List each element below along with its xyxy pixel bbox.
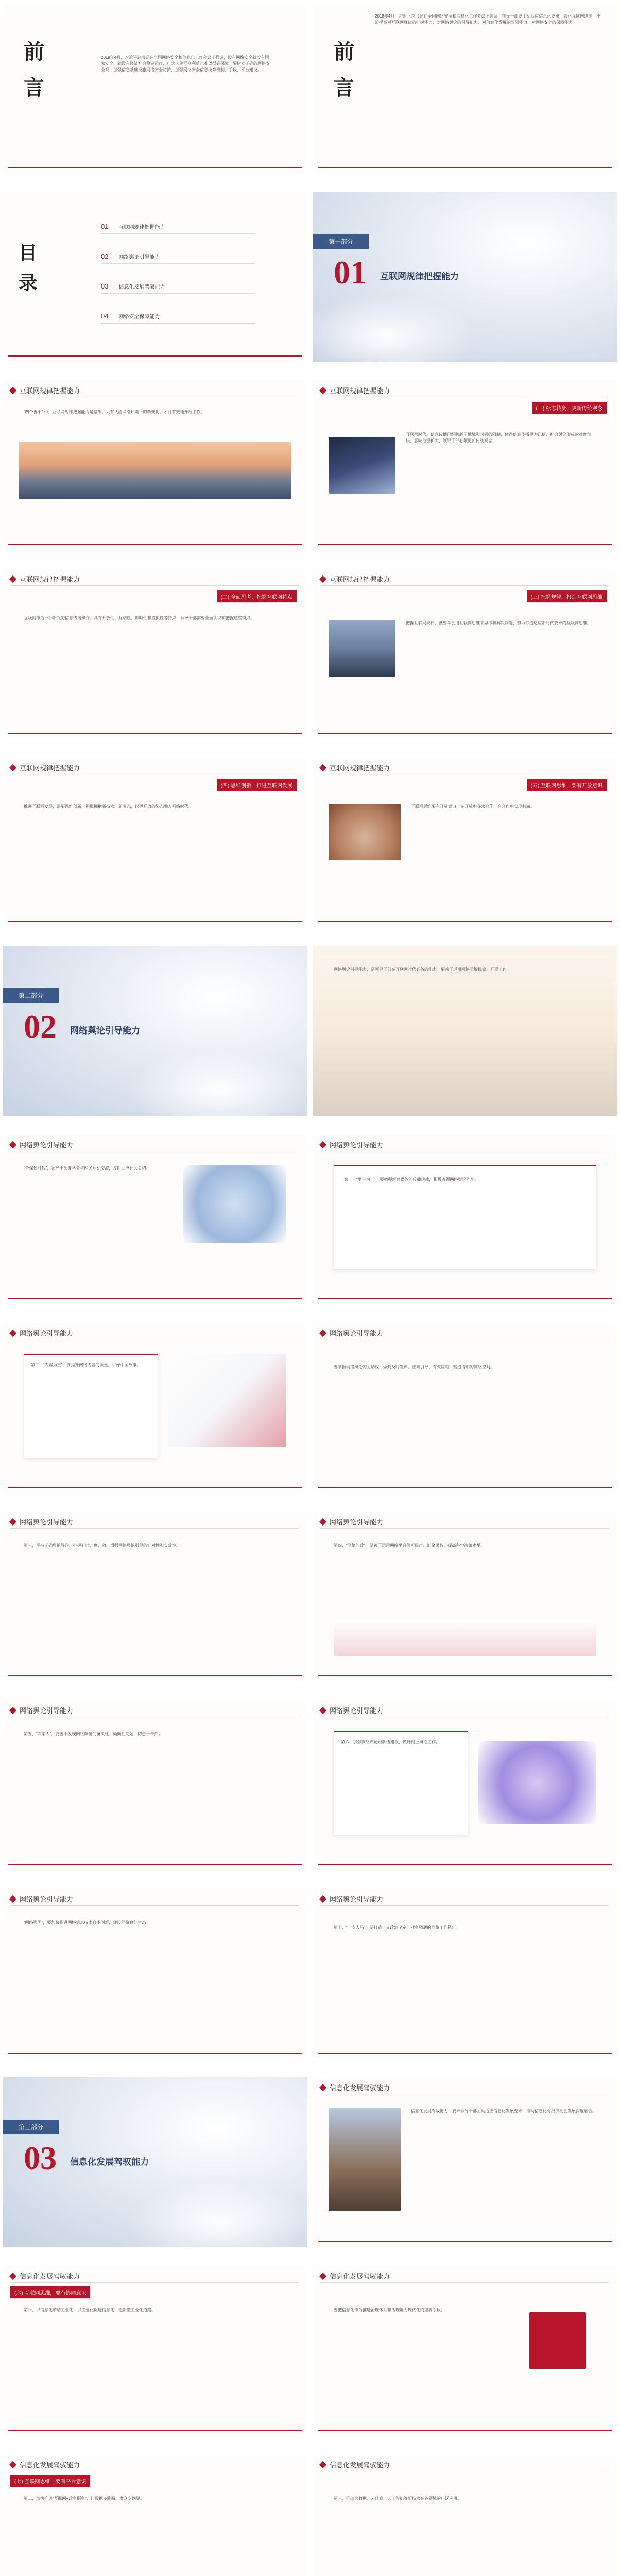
slide-header: 信息化发展驾驭能力 bbox=[10, 2271, 80, 2281]
divider bbox=[8, 355, 302, 357]
illustration-image bbox=[168, 1354, 286, 1447]
part-badge: 第三部分 bbox=[3, 2120, 59, 2134]
divider bbox=[318, 2241, 612, 2242]
preface-title: 前 言 bbox=[24, 40, 44, 99]
section-tag: (四) 思维创新，推进互联网发展 bbox=[217, 779, 297, 791]
slide-2d bbox=[3, 1323, 307, 1493]
slide-1b bbox=[313, 380, 617, 550]
diamond-icon bbox=[319, 1141, 326, 1148]
content-card bbox=[334, 1731, 468, 1835]
section-tag: (三) 把握规律，打造互联网思维 bbox=[527, 590, 607, 602]
divider bbox=[318, 1298, 612, 1299]
content-card bbox=[334, 1165, 596, 1269]
body-text: 把握互联网规律，就要学会用互联网思维来思考和解决问题，努力打造适应新时代要求的互联网思维。 bbox=[406, 621, 591, 625]
body-text: 互联网作为一种新兴的信息传播媒介，具有开放性、互动性、即时性和虚拟性等特点，领导干部需要全面认识和把握这些特点。 bbox=[24, 616, 254, 620]
section-tag: (七) 互联网思维，要有平台意识 bbox=[10, 2475, 90, 2487]
body-text: 第五，“吹哨人”，要善于发现网络舆情的苗头性、倾向性问题，防患于未然。 bbox=[24, 1732, 163, 1736]
divider bbox=[318, 544, 612, 545]
slide-3b bbox=[3, 2266, 307, 2436]
landscape-image bbox=[19, 442, 291, 499]
divider bbox=[8, 733, 302, 734]
body-text: 第三，坚持正确舆论导向，把握好时、度、效，增强网络舆论引导的针对性和实效性。 bbox=[24, 1543, 180, 1548]
divider bbox=[8, 1864, 302, 1865]
slide-3d bbox=[3, 2454, 307, 2576]
diamond-icon bbox=[9, 1141, 16, 1148]
divider bbox=[8, 921, 302, 922]
slide-2e bbox=[313, 1323, 617, 1493]
diamond-icon bbox=[9, 386, 16, 394]
body-text: 信息化发展驾驭能力，要求领导干部主动适应信息化发展要求，推动信息化与经济社会发展深度融合。 bbox=[411, 2109, 596, 2113]
part-number: 01 bbox=[334, 254, 367, 291]
divider bbox=[8, 1298, 302, 1299]
slide-2g bbox=[313, 1512, 617, 1682]
divider bbox=[318, 921, 612, 922]
body-text: 第三，推动大数据、云计算、人工智能等新技术在各领域的广泛应用。 bbox=[334, 2496, 461, 2501]
divider bbox=[318, 1487, 612, 1488]
slide-3a bbox=[313, 2077, 617, 2247]
body-text: 第一，以信息化带动工业化，以工业化促进信息化，走新型工业化道路。 bbox=[24, 2308, 156, 2312]
slide-header: 互联网规律把握能力 bbox=[320, 385, 390, 395]
toc-title: 目 录 bbox=[19, 243, 38, 293]
part-title: 网络舆论引导能力 bbox=[70, 1026, 140, 1036]
section-tag: (二) 全面思考，把握互联网特点 bbox=[217, 590, 297, 602]
slide-1d bbox=[313, 569, 617, 739]
slide-3e bbox=[313, 2454, 617, 2576]
toc-item[interactable]: 01 互联网规律把握能力 bbox=[101, 223, 255, 234]
diamond-icon bbox=[9, 764, 16, 771]
slide-header: 互联网规律把握能力 bbox=[320, 574, 390, 584]
slide-preface-left bbox=[3, 3, 307, 173]
slide-2j bbox=[3, 1889, 307, 2059]
photo-image bbox=[329, 437, 395, 494]
body-text: 互联网思维要有开放意识，在开放中寻求合作，在合作中实现共赢。 bbox=[411, 804, 535, 809]
divider bbox=[318, 1675, 612, 1676]
slide-preface-right bbox=[313, 3, 617, 173]
building-image bbox=[329, 2108, 401, 2211]
divider bbox=[8, 2430, 302, 2431]
body-text: 第六，加强网络评论员队伍建设，做好网上舆论工作。 bbox=[341, 1740, 440, 1744]
diamond-icon bbox=[9, 575, 16, 582]
preface-left-text: 2018年4月，习近平总书记在全国网络安全和信息化工作会议上强调，没有网络安全就没有国家安全，就没有经济社会稳定运行，广大人民群众利益也难以得到保障。要树立正确的网络安全观，加强信息基础设施网络安全防护，加强网络安全信息统筹机制、手段、平台建设。 bbox=[101, 55, 270, 72]
slide-2f bbox=[3, 1512, 307, 1682]
part-badge: 第二部分 bbox=[3, 988, 59, 1003]
body-text: 第一，“平台为王”，要把握新兴媒体的传播规律，积极占领网络舆论阵地。 bbox=[344, 1177, 479, 1182]
body-text: 第二，“内容为王”，要提升网络内容的质量，讲好中国故事。 bbox=[31, 1363, 141, 1367]
slide-header: 网络舆论引导能力 bbox=[10, 1517, 73, 1527]
divider bbox=[318, 733, 612, 734]
part-title: 信息化发展驾驭能力 bbox=[70, 2157, 149, 2167]
slide-header: 信息化发展驾驭能力 bbox=[320, 2460, 390, 2469]
diamond-icon bbox=[319, 2083, 326, 2091]
divider bbox=[318, 2053, 612, 2054]
diamond-icon bbox=[319, 2272, 326, 2279]
slide-part2-cover bbox=[3, 946, 307, 1116]
divider bbox=[8, 1675, 302, 1676]
slide-header: 网络舆论引导能力 bbox=[320, 1517, 383, 1527]
isometric-image bbox=[478, 1741, 596, 1824]
body-text: 推进互联网发展，需要思维创新，积极拥抱新技术、新业态，以更开放的姿态融入网络时代。 bbox=[24, 804, 193, 809]
body-text: 第四，“网络问政”，要善于运用网络平台倾听民声、汇聚民智，提高科学决策水平。 bbox=[334, 1543, 485, 1548]
diamond-icon bbox=[319, 1706, 326, 1714]
slide-header: 互联网规律把握能力 bbox=[10, 574, 80, 584]
slide-part3-cover bbox=[3, 2077, 307, 2247]
section-tag: (五) 互联网思维，要有开放意识 bbox=[527, 779, 607, 791]
divider bbox=[318, 167, 612, 168]
divider bbox=[8, 544, 302, 545]
slide-header: 网络舆论引导能力 bbox=[320, 1328, 383, 1338]
slide-2c bbox=[313, 1134, 617, 1304]
slide-2k bbox=[313, 1889, 617, 2059]
slide-header: 信息化发展驾驭能力 bbox=[10, 2460, 80, 2469]
slide-3c bbox=[313, 2266, 617, 2436]
slide-1c bbox=[3, 569, 307, 739]
body-text: 要把信息化作为推进治理体系和治理能力现代化的重要手段。 bbox=[334, 2308, 445, 2312]
slide-2i bbox=[313, 1700, 617, 1870]
body-text: 要掌握网络舆论的主动权，做到及时发声、正确引导、有效应对，营造清朗的网络空间。 bbox=[334, 1365, 494, 1369]
divider bbox=[318, 1864, 612, 1865]
body-text: 第七，“一支人马”，要打造一支政治坚定、业务精通的网络工作队伍。 bbox=[334, 1925, 460, 1930]
diamond-icon bbox=[319, 1895, 326, 1902]
city-image bbox=[329, 620, 395, 677]
hands-image bbox=[329, 804, 401, 860]
body-text: 互联网时代，信息传播已经跨越了地域和时间的限制，使得信息传播更为迅捷，社会舆论形成的速度加快、影响范围扩大，领导干部必须更新传统观念。 bbox=[406, 432, 591, 443]
content-card bbox=[24, 1354, 158, 1458]
body-text: 网络舆论引导能力，是领导干部在互联网时代必备的能力。要善于运用网络了解民意、开展工作。 bbox=[334, 967, 511, 972]
diamond-icon bbox=[319, 575, 326, 582]
diamond-icon bbox=[9, 2272, 16, 2279]
section-tag: (六) 互联网思维，要有协同意识 bbox=[10, 2286, 90, 2298]
slide-header: 信息化发展驾驭能力 bbox=[320, 2082, 390, 2092]
slide-toc bbox=[3, 192, 307, 362]
diamond-icon bbox=[9, 1895, 16, 1902]
slide-header: 信息化发展驾驭能力 bbox=[320, 2271, 390, 2281]
toc-item[interactable]: 02 网络舆论引导能力 bbox=[101, 252, 255, 264]
part-number: 03 bbox=[24, 2140, 57, 2176]
divider bbox=[8, 2053, 302, 2054]
slide-header: 网络舆论引导能力 bbox=[320, 1894, 383, 1904]
body-text: “全媒体时代”，领导干部要学会与网民互动交流，及时回应社会关切。 bbox=[24, 1166, 150, 1171]
cloud-network-image bbox=[183, 1165, 286, 1243]
slide-1a bbox=[3, 380, 307, 550]
skyline-image bbox=[334, 1620, 596, 1656]
preface-title-right: 前 言 bbox=[334, 40, 354, 99]
divider bbox=[8, 167, 302, 168]
slide-header: 互联网规律把握能力 bbox=[10, 385, 80, 395]
part-badge: 第一部分 bbox=[313, 234, 369, 249]
slide-2h bbox=[3, 1700, 307, 1870]
slide-header: 网络舆论引导能力 bbox=[10, 1140, 73, 1149]
slide-header: 网络舆论引导能力 bbox=[320, 1705, 383, 1715]
diamond-icon bbox=[319, 1329, 326, 1336]
body-text: 第二，加快推进“互联网+政务服务”，让数据多跑路、群众少跑腿。 bbox=[24, 2496, 144, 2501]
slide-2a bbox=[313, 946, 617, 1116]
slide-1f bbox=[313, 757, 617, 927]
section-tag: (一) 标志转变，更新传统观念 bbox=[532, 402, 607, 414]
diamond-icon bbox=[319, 764, 326, 771]
preface-right-text: 2018年4月，习近平总书记在全国网络安全和信息化工作会议上强调，领导干部要主动适应信息化要求，强化互联网思维，不断提高对互联网规律的把握能力、对网络舆论的引导能力、对信息化发展的驾驭能力、对网络安全的保障能力。 bbox=[375, 14, 601, 25]
toc-item[interactable]: 04 网络安全保障能力 bbox=[101, 312, 255, 324]
slide-header: 互联网规律把握能力 bbox=[320, 762, 390, 772]
diamond-icon bbox=[319, 1518, 326, 1525]
toc-item[interactable]: 03 信息化发展驾驭能力 bbox=[101, 282, 255, 294]
diamond-icon bbox=[9, 2461, 16, 2468]
slide-1e bbox=[3, 757, 307, 927]
slide-2b bbox=[3, 1134, 307, 1304]
diamond-icon bbox=[9, 1329, 16, 1336]
slide-header: 互联网规律把握能力 bbox=[10, 762, 80, 772]
slide-header: 网络舆论引导能力 bbox=[10, 1894, 73, 1904]
toc-list bbox=[101, 223, 255, 324]
body-text: “四个善于” 中，互联网规律把握能力是基础。只有认清网络环境下的新变化，才能有效地开展工作。 bbox=[24, 410, 205, 414]
diamond-icon bbox=[319, 386, 326, 394]
body-text: “网络强国”，要加快推进网络信息技术自主创新，建设网络良好生态。 bbox=[24, 1920, 150, 1925]
part-title: 互联网规律把握能力 bbox=[380, 272, 459, 281]
part-number: 02 bbox=[24, 1008, 57, 1045]
diamond-icon bbox=[9, 1518, 16, 1525]
divider bbox=[318, 2430, 612, 2431]
building-icon bbox=[529, 2312, 586, 2369]
diamond-icon bbox=[319, 2461, 326, 2468]
slide-header: 网络舆论引导能力 bbox=[320, 1140, 383, 1149]
slide-part1-cover bbox=[313, 192, 617, 362]
slide-header: 网络舆论引导能力 bbox=[10, 1705, 73, 1715]
slide-header: 网络舆论引导能力 bbox=[10, 1328, 73, 1338]
diamond-icon bbox=[9, 1706, 16, 1714]
divider bbox=[8, 1487, 302, 1488]
